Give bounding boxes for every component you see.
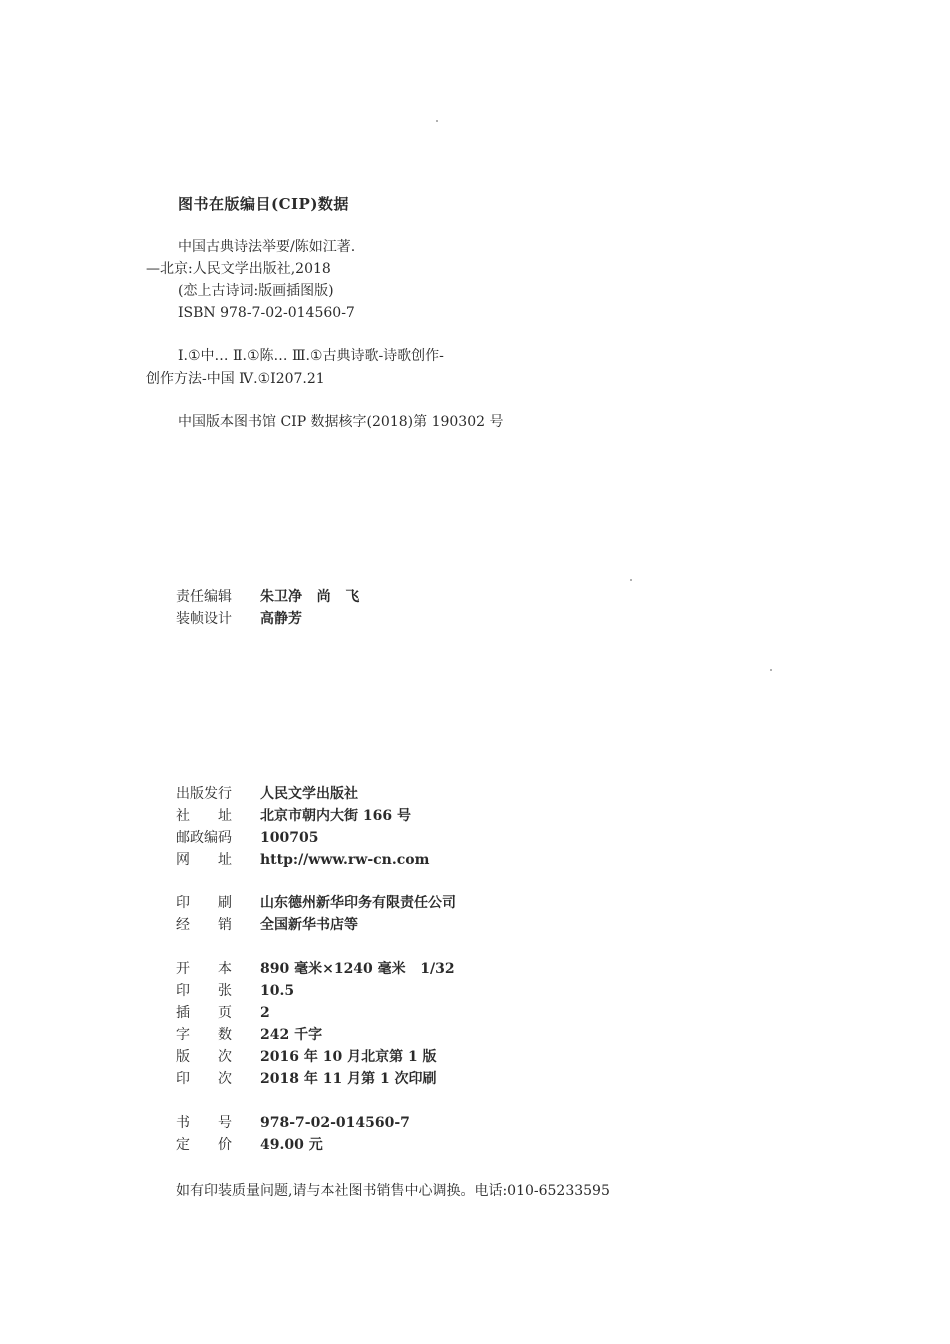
postcode-row: [176, 827, 318, 849]
inserts-value: 2: [260, 1005, 270, 1021]
price-row: [176, 1134, 323, 1156]
book-number-label: 书 号: [176, 1115, 232, 1131]
cip-line: —北京:人民文学出版社,2018: [146, 261, 331, 277]
publisher-value: 人民文学出版社: [260, 786, 358, 802]
wordcount-label: 字 数: [176, 1027, 232, 1043]
sheets-value: 10.5: [260, 983, 295, 999]
format-value: 890 毫米×1240 毫米 1/32: [260, 961, 455, 977]
cip-line: (恋上古诗词:版画插图版): [178, 283, 334, 299]
designer-value: 高静芳: [260, 611, 302, 627]
cip-line: 中国古典诗法举要/陈如江著.: [178, 239, 356, 255]
website-link[interactable]: http://www.rw-cn.com: [260, 852, 430, 868]
postcode-label: 邮政编码: [176, 830, 232, 846]
price-value: 49.00 元: [260, 1137, 323, 1153]
website-row: [176, 849, 429, 871]
editor-label: 责任编辑: [176, 589, 232, 605]
edition-label: 版 次: [176, 1049, 232, 1065]
publisher-row: [176, 783, 358, 805]
classification-line: 创作方法-中国 Ⅳ.①I207.21: [146, 371, 325, 387]
publisher-label: 出版发行: [176, 786, 232, 802]
cip-title: 图书在版编目(CIP)数据: [178, 195, 349, 213]
impression-row: [176, 1068, 437, 1090]
website-label: 网 址: [176, 852, 232, 868]
classification-line: Ⅰ.①中… Ⅱ.①陈… Ⅲ.①古典诗歌-诗歌创作-: [178, 348, 444, 364]
wordcount-row: [176, 1024, 322, 1046]
sheets-label: 印 张: [176, 983, 232, 999]
book-number-value: 978-7-02-014560-7: [260, 1115, 410, 1131]
edition-row: [176, 1046, 437, 1068]
designer-row: [176, 608, 302, 630]
impression-label: 印 次: [176, 1071, 232, 1087]
distributor-label: 经 销: [176, 917, 232, 933]
format-label: 开 本: [176, 961, 232, 977]
postcode-value: 100705: [260, 830, 319, 846]
inserts-row: [176, 1002, 270, 1024]
scan-speck: [630, 579, 632, 581]
footer-note: 如有印装质量问题,请与本社图书销售中心调换。电话:010-65233595: [176, 1183, 610, 1199]
format-row: [176, 958, 455, 980]
distributor-row: [176, 914, 358, 936]
address-row: [176, 805, 411, 827]
scan-speck: [770, 669, 772, 671]
isbn-line: ISBN 978-7-02-014560-7: [178, 305, 355, 321]
cip-record: 中国版本图书馆 CIP 数据核字(2018)第 190302 号: [178, 414, 504, 430]
sheets-row: [176, 980, 294, 1002]
printer-row: [176, 892, 456, 914]
editor-row: [176, 586, 359, 608]
inserts-label: 插 页: [176, 1005, 232, 1021]
wordcount-value: 242 千字: [260, 1027, 323, 1043]
price-label: 定 价: [176, 1137, 232, 1153]
designer-label: 装帧设计: [176, 611, 232, 627]
impression-value: 2018 年 11 月第 1 次印刷: [260, 1071, 437, 1087]
printer-value: 山东德州新华印务有限责任公司: [260, 895, 456, 911]
editor-value: 朱卫净 尚 飞: [260, 589, 360, 605]
address-label: 社 址: [176, 808, 232, 824]
edition-value: 2016 年 10 月北京第 1 版: [260, 1049, 437, 1065]
book-number-row: [176, 1112, 410, 1134]
printer-label: 印 刷: [176, 895, 232, 911]
distributor-value: 全国新华书店等: [260, 917, 358, 933]
address-value: 北京市朝内大街 166 号: [260, 808, 411, 824]
scan-speck: [436, 120, 438, 122]
